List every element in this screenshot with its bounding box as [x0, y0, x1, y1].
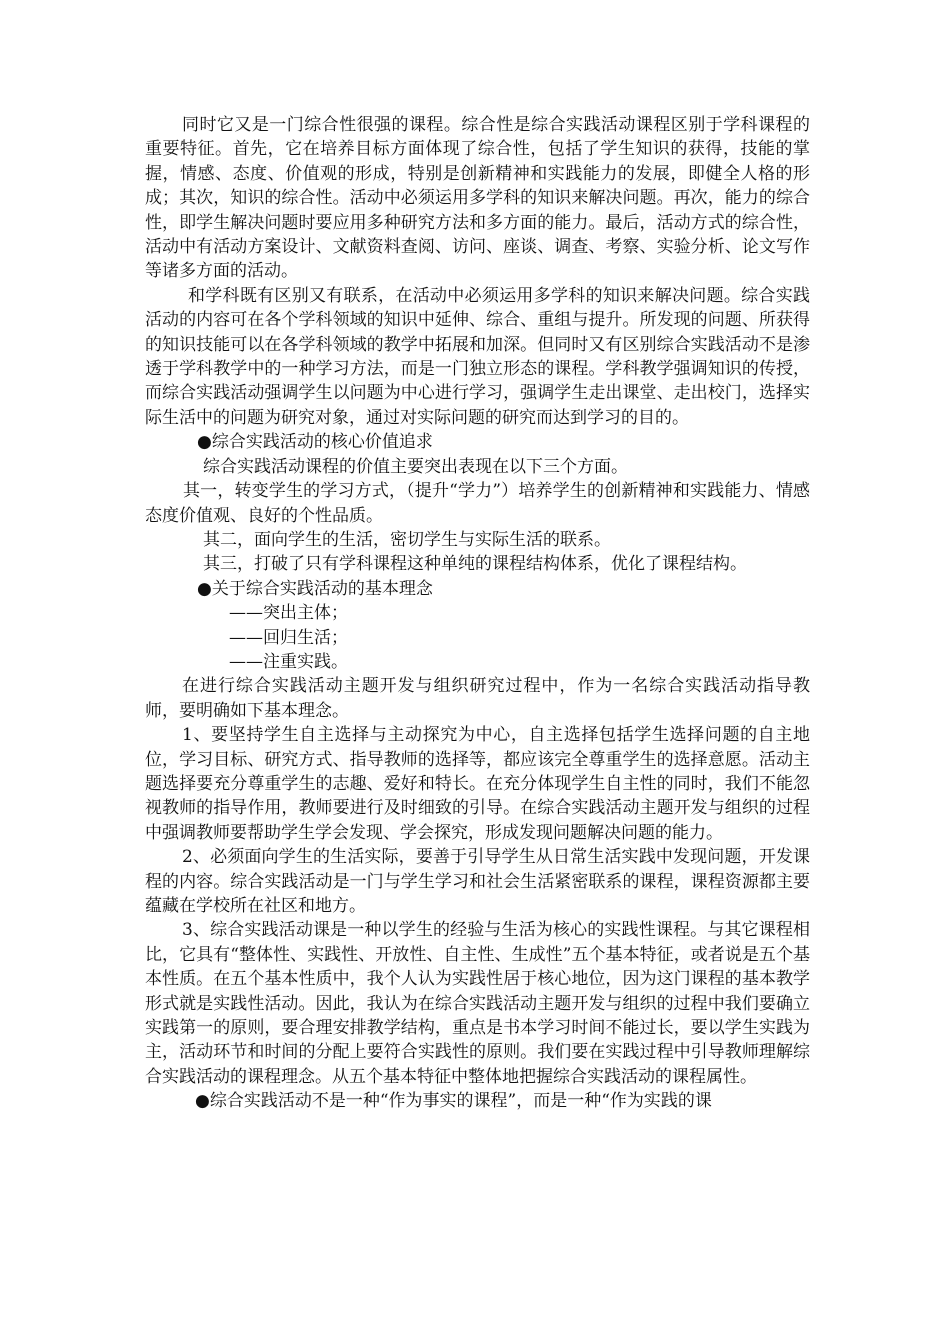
paragraph-point-2: 2、必须面向学生的生活实际，要善于引导学生从日常生活实践中发现问题，开发课程的内容。综合实践活动是一门与学生学习和社会生活紧密联系的课程，课程资源都主要蕴藏在学校所在社区和地方。	[145, 847, 810, 916]
document-page	[145, 113, 810, 1114]
concept-item-practice: ——注重实践。	[229, 651, 348, 672]
concept-item-life: ——回归生活；	[229, 627, 348, 648]
paragraph-point-1: 1、要坚持学生自主选择与主动探究为中心，自主选择包括学生选择问题的自主地位，学习目标、研究方式、指导教师的选择等，都应该完全尊重学生的选择意愿。活动主题选择要充分尊重学生的志趣、爱好和特长。在充分体现学生自主性的同时，我们不能忽视教师的指导作用，教师要进行及时细致的引导。在综合实践活动主题开发与组织的过程中强调教师要帮助学生学会发现、学会探究，形成发现问题解决问题的能力。	[145, 725, 810, 843]
paragraph-teacher-concept: 在进行综合实践活动主题开发与组织研究过程中，作为一名综合实践活动指导教师，要明确如下基本理念。	[145, 676, 810, 721]
heading-core-value: ●综合实践活动的核心价值追求	[197, 432, 433, 453]
paragraph-point-3: 3、综合实践活动课是一种以学生的经验与生活为核心的实践性课程。与其它课程相比，它具有“整体性、实践性、开放性、自主性、生成性”五个基本特征，或者说是五个基本性质。在五个基本性质中，我个人认为实践性居于核心地位，因为这门课程的基本教学形式就是实践性活动。因此，我认为在综合实践活动主题开发与组织的过程中我们要确立实践第一的原则，要合理安排教学结构，重点是书本学习时间不能过长，要以学生实践为主，活动环节和时间的分配上要符合实践性的原则。我们要在实践过程中引导教师理解综合实践活动的课程理念。从五个基本特征中整体地把握综合实践活动的课程属性。	[145, 920, 810, 1087]
heading-basic-concept: ●关于综合实践活动的基本理念	[197, 578, 433, 599]
paragraph-subject-relation: 和学科既有区别又有联系，在活动中必须运用多学科的知识来解决问题。综合实践活动的内容可在各个学科领域的知识中延伸、综合、重组与提升。所发现的问题、所获得的知识技能可以在各学科领域的教学中拓展和加深。但同时又有区别综合实践活动不是渗透于学科教学中的一种学习方法，而是一门独立形态的课程。学科教学强调知识的传授，而综合实践活动强调学生以问题为中心进行学习，强调学生走出课堂、走出校门，选择实际生活中的问题为研究对象，通过对实际问题的研究而达到学习的目的。	[145, 285, 810, 428]
heading-practice-course: ●综合实践活动不是一种“作为事实的课程”，而是一种“作为实践的课	[195, 1091, 712, 1112]
paragraph-value-second: 其二，面向学生的生活，密切学生与实际生活的联系。	[203, 529, 611, 550]
paragraph-value-first: 其一，转变学生的学习方式，（提升“学力”）培养学生的创新精神和实践能力、情感态度价值观、良好的个性品质。	[145, 481, 810, 526]
concept-item-subject: ——突出主体；	[229, 603, 348, 624]
paragraph-value-third: 其三，打破了只有学科课程这种单纯的课程结构体系，优化了课程结构。	[203, 554, 747, 575]
paragraph-value-intro: 综合实践活动课程的价值主要突出表现在以下三个方面。	[203, 456, 628, 477]
paragraph-comprehensiveness: 同时它又是一门综合性很强的课程。综合性是综合实践活动课程区别于学科课程的重要特征。首先，它在培养目标方面体现了综合性，包括了学生知识的获得，技能的掌握，情感、态度、价值观的形成，特别是创新精神和实践能力的发展，即健全人格的形成；其次，知识的综合性。活动中必须运用多学科的知识来解决问题。再次，能力的综合性，即学生解决问题时要应用多种研究方法和多方面的能力。最后，活动方式的综合性，活动中有活动方案设计、文献资料查阅、访问、座谈、调查、考察、实验分析、论文写作等诸多方面的活动。	[145, 115, 810, 282]
